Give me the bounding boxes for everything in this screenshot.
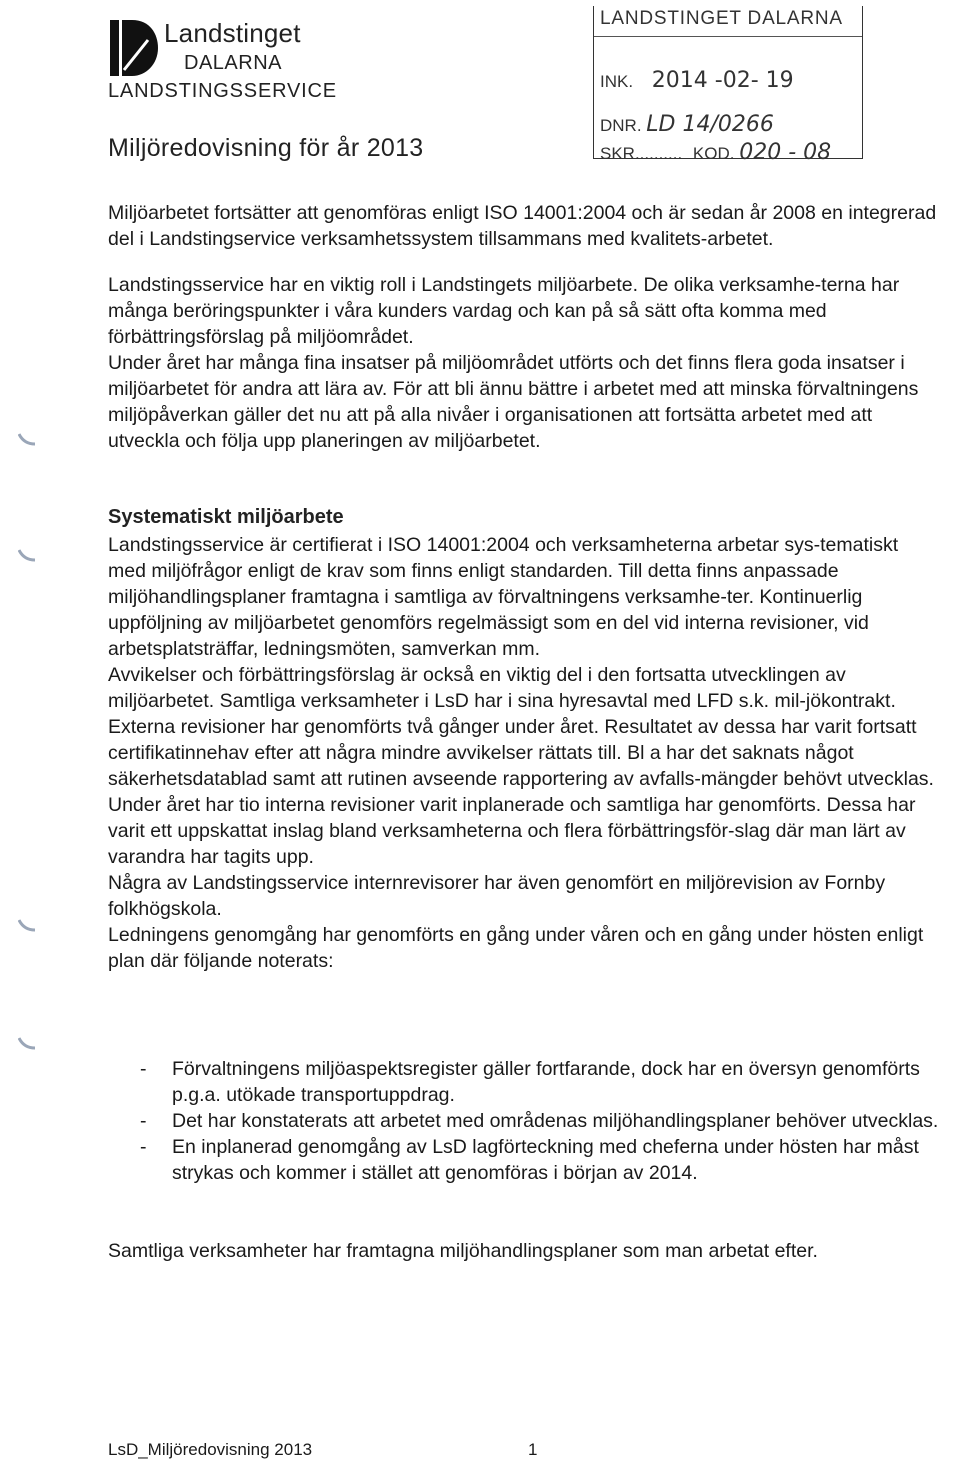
section-paragraph: Några av Landstingsservice internrevisorer har även genomfört en miljörevision av Fornby folkhögskola. (108, 872, 886, 920)
bullet-marker: - (140, 1110, 147, 1132)
stamp-ink-label: INK. (600, 72, 634, 91)
list-item (140, 1108, 950, 1134)
stamp-skr-label: SKR.......... (600, 144, 683, 163)
stamp-dnr-value: LD 14/0266 (646, 112, 774, 137)
stamp-dnr-label: DNR. (600, 116, 642, 135)
letterhead-name: Landstinget (164, 18, 301, 48)
footer-doc-name: LsD_Miljöredovisning 2013 (108, 1440, 313, 1459)
section-body (108, 532, 938, 974)
section-paragraph: Landstingsservice är certifierat i ISO 14001:2004 och verksamheterna arbetar sys-tematiskt med miljöfrågor enligt de krav som finns enligt standarden. Till detta finns anpassade miljöhandlingsplaner framtagna i samtliga av förvaltningens verksamhe-ter. Kontinuerlig uppföljning av miljöarbetet genomförs regelmässigt som en del vid interna revisioner, vid arbetsplatsträffar, ledningsmöten, samverkan mm. (108, 534, 899, 660)
scan-mark-icon (18, 1036, 36, 1050)
scan-mark-icon (18, 918, 36, 932)
bullet-marker: - (140, 1058, 147, 1080)
registration-stamp (593, 6, 863, 165)
section-paragraph: Externa revisioner har genomförts två gånger under året. Resultatet av dessa har varit fortsatt certifikatinnehav efter att några mindre avvikelser rättats till. Bl a har det saknats något säkerhetsdatablad samt att rutinen avseende rapportering av avfalls-mängder behövt utvecklas. (108, 716, 934, 790)
closing-paragraph: Samtliga verksamheter har framtagna miljöhandlingsplaner som man arbetat efter. (108, 1240, 818, 1262)
intro-paragraph: Landstingsservice har en viktig roll i Landstingets miljöarbete. De olika verksamhe-terna har många beröringspunkter i våra kunders vardag och kan på så sätt ofta komma med förbättringsförslag på miljöområdet. (108, 274, 900, 348)
list-item-text: Förvaltningens miljöaspektsregister gäller fortfarande, dock har en översyn genomförts p.g.a. utökade transportuppdrag. (172, 1058, 920, 1106)
section-paragraph: Avvikelser och förbättringsförslag är också en viktig del i den fortsatta utvecklingen av miljöarbetet. Samtliga verksamheter i LsD har i sina hyresavtal med LFD s.k. mil-jökontrakt. (108, 664, 896, 712)
scan-mark-icon (18, 548, 36, 562)
stamp-ink-date: 2014 -02- 19 (651, 68, 794, 93)
scan-mark-icon (18, 432, 36, 446)
letterhead-logo (108, 14, 408, 104)
section-heading: Systematiskt miljöarbete (108, 506, 344, 528)
footer-page-number: 1 (528, 1440, 538, 1459)
page-title: Miljöredovisning för år 2013 (108, 134, 424, 162)
intro-paragraph: Under året har många fina insatser på miljöområdet utförts och det finns flera goda insatser i miljöarbetet för andra att lära av. För att bli ännu bättre i arbetet med att minska förvaltningens miljöpåverkan gäller det nu att på alla nivåer i organisationen att fortsätta arbetet med att utveckla och följa upp planeringen av miljöarbetet. (108, 352, 919, 452)
section-paragraph: Ledningens genomgång har genomförts en gång under våren och en gång under hösten enligt plan där följande noterats: (108, 924, 924, 972)
bullet-marker: - (140, 1136, 147, 1158)
stamp-ink-row (600, 68, 794, 93)
list-item-text: En inplanerad genomgång av LsD lagförteckning med cheferna under hösten har måst strykas och kommer i stället att genomföras i början av 2014. (172, 1136, 919, 1184)
bullet-list (140, 1056, 950, 1186)
stamp-kod-value: 020 - 08 (739, 140, 832, 165)
stamp-dnr-row (600, 112, 774, 137)
stamp-kod-label: KOD. (692, 144, 735, 163)
letterhead-service: LANDSTINGSSERVICE (108, 80, 337, 102)
stamp-skr-row (600, 140, 831, 165)
stamp-title: LANDSTINGET DALARNA (600, 8, 843, 29)
stamp-divider (594, 36, 862, 37)
intro-paragraph: Miljöarbetet fortsätter att genomföras enligt ISO 14001:2004 och är sedan år 2008 en integrerad del i Landstingservice verksamhetssystem tillsammans med kvalitets-arbetet. (108, 202, 937, 250)
landstinget-logo-icon (110, 20, 158, 76)
list-item (140, 1056, 950, 1108)
section-paragraph: Under året har tio interna revisioner varit inplanerade och samtliga har genomförts. Dessa har varit ett uppskattat inslag bland verksamheterna och flera förbättringsför-slag där man lärt av varandra har tagits upp. (108, 794, 916, 868)
list-item-text: Det har konstaterats att arbetet med områdenas miljöhandlingsplaner behöver utvecklas. (172, 1110, 939, 1132)
letterhead-region: DALARNA (184, 52, 282, 74)
list-item (140, 1134, 950, 1186)
